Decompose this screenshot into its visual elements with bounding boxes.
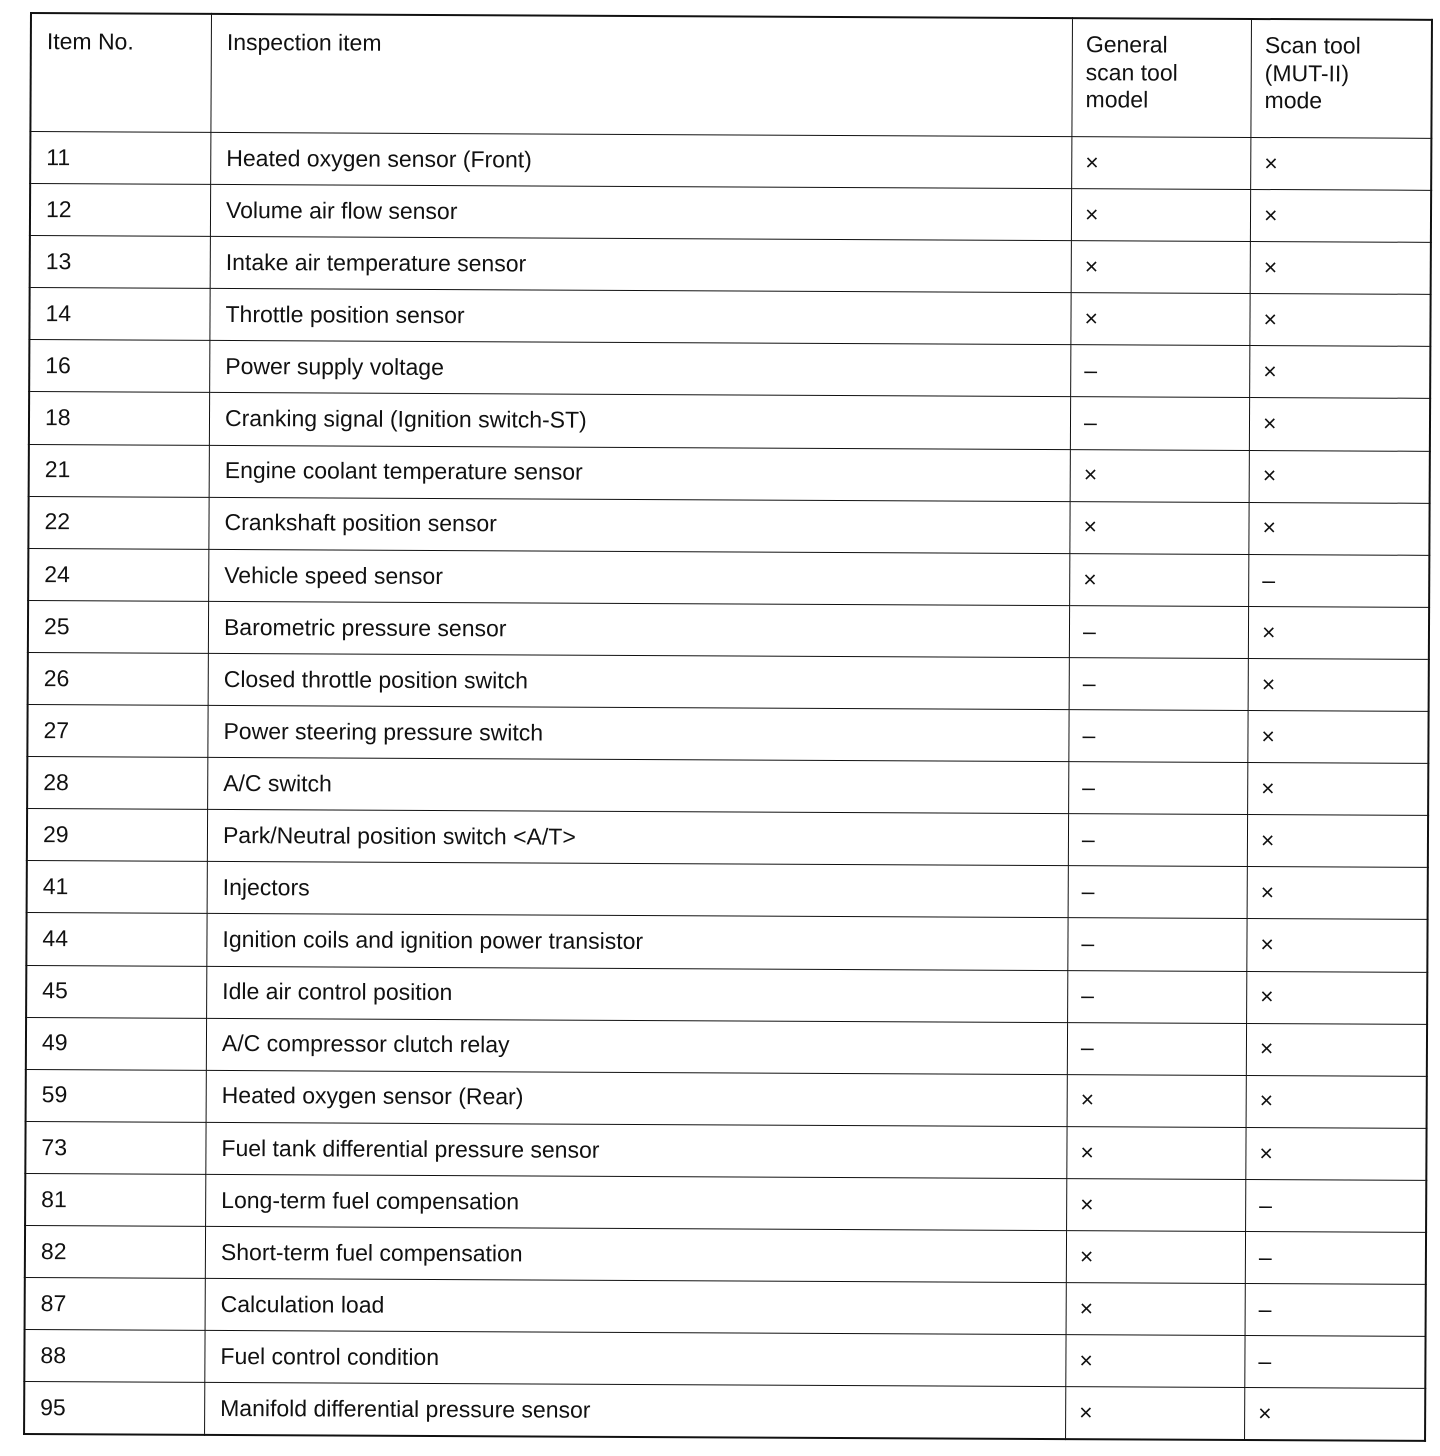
inspection-item: A/C switch	[208, 758, 1069, 814]
item-number: 88	[24, 1330, 205, 1383]
header-mut-line: Scan tool	[1264, 32, 1361, 59]
inspection-table-sheet	[23, 12, 1382, 1442]
general-scan-tool-mark: ×	[1066, 1387, 1245, 1440]
mut-scan-tool-mark: ×	[1250, 346, 1431, 399]
inspection-item: Manifold differential pressure sensor	[205, 1383, 1066, 1440]
table-row	[28, 600, 1429, 659]
general-scan-tool-mark: ×	[1070, 553, 1249, 606]
general-scan-tool-mark: ×	[1072, 137, 1251, 190]
inspection-item: A/C compressor clutch relay	[206, 1018, 1067, 1074]
table-row	[27, 809, 1428, 868]
table-row	[27, 705, 1428, 764]
mut-scan-tool-mark: ×	[1248, 606, 1429, 659]
general-scan-tool-mark: ×	[1070, 501, 1249, 554]
item-number: 45	[26, 965, 207, 1018]
general-scan-tool-mark: ×	[1067, 1074, 1246, 1127]
mut-scan-tool-mark: ×	[1249, 450, 1430, 503]
inspection-item: Fuel tank differential pressure sensor	[206, 1122, 1067, 1178]
item-number: 82	[25, 1225, 206, 1278]
mut-scan-tool-mark: –	[1245, 1336, 1426, 1389]
item-number: 41	[27, 861, 208, 914]
mut-scan-tool-mark: ×	[1247, 867, 1428, 920]
item-number: 22	[28, 496, 209, 549]
table-row	[26, 913, 1427, 972]
item-number: 29	[27, 809, 208, 862]
mut-scan-tool-mark: ×	[1247, 919, 1428, 972]
inspection-item: Long-term fuel compensation	[206, 1174, 1067, 1230]
table-row	[29, 444, 1430, 503]
inspection-item: Barometric pressure sensor	[208, 601, 1069, 657]
general-scan-tool-mark: –	[1070, 397, 1249, 450]
general-scan-tool-mark: –	[1067, 1022, 1246, 1075]
mut-scan-tool-mark: ×	[1249, 398, 1430, 451]
item-number: 18	[29, 392, 210, 445]
table-row	[25, 1278, 1426, 1337]
inspection-item: Closed throttle position switch	[208, 653, 1069, 709]
table-header-row	[30, 13, 1432, 138]
table-row	[24, 1382, 1425, 1441]
inspection-item: Calculation load	[205, 1278, 1066, 1334]
inspection-item: Heated oxygen sensor (Front)	[211, 132, 1072, 188]
general-scan-tool-mark: –	[1069, 710, 1248, 763]
inspection-item: Injectors	[207, 862, 1068, 918]
general-scan-tool-mark: ×	[1066, 1231, 1245, 1284]
inspection-item: Volume air flow sensor	[210, 184, 1071, 240]
item-number: 16	[29, 340, 210, 393]
inspection-item: Heated oxygen sensor (Rear)	[206, 1070, 1067, 1126]
item-number: 21	[29, 444, 210, 497]
general-scan-tool-mark: ×	[1071, 293, 1250, 346]
general-scan-tool-mark: –	[1068, 814, 1247, 867]
general-scan-tool-mark: –	[1068, 866, 1247, 919]
general-scan-tool-mark: ×	[1067, 1126, 1246, 1179]
mut-scan-tool-mark: ×	[1248, 658, 1429, 711]
header-mut-line: mode	[1264, 87, 1323, 114]
header-general-line: scan tool	[1085, 58, 1178, 86]
mut-scan-tool-mark: ×	[1246, 1075, 1427, 1128]
mut-scan-tool-mark: –	[1245, 1284, 1426, 1337]
item-number: 73	[25, 1121, 206, 1174]
table-row	[30, 236, 1431, 295]
item-number: 95	[24, 1382, 205, 1435]
general-scan-tool-mark: ×	[1066, 1283, 1245, 1336]
inspection-item: Power steering pressure switch	[208, 705, 1069, 761]
mut-scan-tool-mark: ×	[1247, 971, 1428, 1024]
mut-scan-tool-mark: ×	[1246, 1127, 1427, 1180]
table-row	[26, 965, 1427, 1024]
inspection-item: Park/Neutral position switch <A/T>	[207, 810, 1068, 866]
mut-scan-tool-mark: ×	[1250, 294, 1431, 347]
item-number: 28	[27, 757, 208, 810]
general-scan-tool-mark: –	[1068, 918, 1247, 971]
mut-scan-tool-mark: ×	[1250, 190, 1431, 243]
mut-scan-tool-mark: ×	[1249, 502, 1430, 555]
item-number: 25	[28, 600, 209, 653]
mut-scan-tool-mark: –	[1246, 1179, 1427, 1232]
table-row	[25, 1225, 1426, 1284]
general-scan-tool-mark: ×	[1071, 241, 1250, 294]
mut-scan-tool-mark: ×	[1248, 763, 1429, 816]
general-scan-tool-mark: ×	[1067, 1178, 1246, 1231]
item-number: 87	[25, 1278, 206, 1331]
table-row	[28, 496, 1429, 555]
item-number: 81	[25, 1173, 206, 1226]
table-row	[28, 548, 1429, 607]
table-body	[24, 132, 1431, 1442]
header-general-line: General	[1085, 31, 1168, 58]
header-item-no: Item No.	[30, 13, 211, 132]
table-row	[27, 757, 1428, 816]
header-inspection-item: Inspection item	[211, 14, 1073, 137]
inspection-item: Engine coolant temperature sensor	[209, 445, 1070, 501]
inspection-item: Ignition coils and ignition power transistor	[207, 914, 1068, 970]
inspection-item: Throttle position sensor	[210, 289, 1071, 345]
mut-scan-tool-mark: ×	[1250, 242, 1431, 295]
inspection-item: Vehicle speed sensor	[209, 549, 1070, 605]
header-mut-scan-tool	[1251, 19, 1432, 138]
table-row	[29, 340, 1430, 399]
mut-scan-tool-mark: –	[1249, 554, 1430, 607]
inspection-item: Crankshaft position sensor	[209, 497, 1070, 553]
item-number: 14	[29, 288, 210, 341]
general-scan-tool-mark: –	[1069, 605, 1248, 658]
inspection-table	[23, 12, 1433, 1442]
table-row	[29, 288, 1430, 347]
item-number: 44	[26, 913, 207, 966]
general-scan-tool-mark: –	[1068, 970, 1247, 1023]
table-row	[25, 1173, 1426, 1232]
inspection-item: Intake air temperature sensor	[210, 237, 1071, 293]
item-number: 13	[30, 236, 211, 289]
table-row	[28, 652, 1429, 711]
table-row	[27, 861, 1428, 920]
table-row	[30, 132, 1431, 191]
general-scan-tool-mark: –	[1069, 762, 1248, 815]
item-number: 49	[26, 1017, 207, 1070]
item-number: 12	[30, 184, 211, 237]
item-number: 59	[26, 1069, 207, 1122]
item-number: 24	[28, 548, 209, 601]
header-mut-line: (MUT-II)	[1264, 59, 1350, 87]
header-general-line: model	[1085, 86, 1149, 113]
inspection-item: Cranking signal (Ignition switch-ST)	[209, 393, 1070, 449]
header-general-scan-tool	[1072, 18, 1252, 137]
general-scan-tool-mark: –	[1069, 658, 1248, 711]
mut-scan-tool-mark: ×	[1247, 815, 1428, 868]
table-row	[29, 392, 1430, 451]
general-scan-tool-mark: ×	[1066, 1335, 1245, 1388]
table-row	[25, 1121, 1426, 1180]
inspection-item: Power supply voltage	[210, 341, 1071, 397]
mut-scan-tool-mark: ×	[1248, 710, 1429, 763]
mut-scan-tool-mark: ×	[1246, 1023, 1427, 1076]
item-number: 27	[27, 705, 208, 758]
mut-scan-tool-mark: ×	[1251, 137, 1432, 190]
inspection-item: Short-term fuel compensation	[205, 1226, 1066, 1282]
general-scan-tool-mark: ×	[1071, 189, 1250, 242]
inspection-item: Idle air control position	[207, 966, 1068, 1022]
mut-scan-tool-mark: –	[1245, 1231, 1426, 1284]
table-row	[26, 1069, 1427, 1128]
item-number: 26	[28, 652, 209, 705]
table-row	[24, 1330, 1425, 1389]
mut-scan-tool-mark: ×	[1245, 1388, 1426, 1441]
inspection-item: Fuel control condition	[205, 1331, 1066, 1387]
table-row	[30, 184, 1431, 243]
item-number: 11	[30, 132, 211, 185]
general-scan-tool-mark: ×	[1070, 449, 1249, 502]
general-scan-tool-mark: –	[1071, 345, 1250, 398]
table-row	[26, 1017, 1427, 1076]
